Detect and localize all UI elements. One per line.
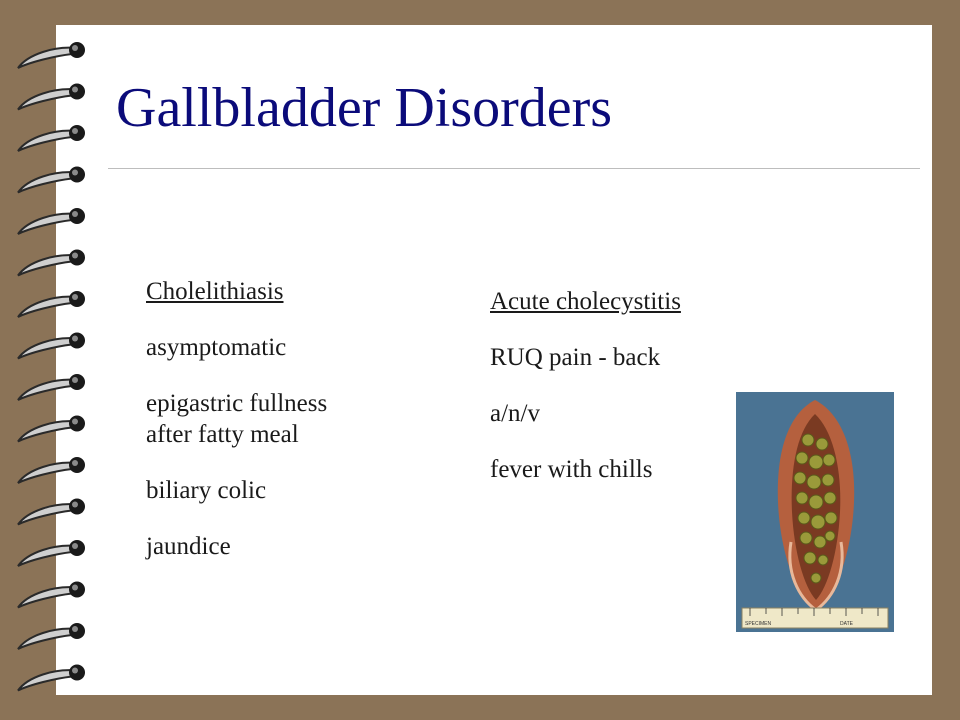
- spiral-ring: [18, 250, 85, 276]
- cholelithiasis-heading: Cholelithiasis: [146, 278, 284, 305]
- spiral-ring: [18, 167, 85, 193]
- spiral-ring: [18, 540, 85, 566]
- ruler-date-label: DATE: [840, 621, 853, 627]
- right-item-fever: fever with chills: [490, 456, 653, 483]
- left-item-jaundice: jaundice: [146, 533, 231, 560]
- right-item-anv: a/n/v: [490, 400, 540, 427]
- right-item-ruq-pain: RUQ pain - back: [490, 344, 661, 371]
- left-item-biliary-colic: biliary colic: [146, 477, 267, 504]
- spiral-ring: [18, 665, 85, 691]
- spiral-ring: [18, 499, 85, 525]
- gallbladder-specimen-photo: [736, 392, 894, 632]
- spiral-ring: [18, 416, 85, 442]
- spiral-ring: [18, 374, 85, 400]
- spiral-ring: [18, 291, 85, 317]
- spiral-ring: [18, 623, 85, 649]
- left-item-epigastric-fullness: epigastric fullness after fatty meal: [146, 390, 328, 448]
- cholelithiasis-column: [146, 276, 346, 562]
- left-item-asymptomatic: asymptomatic: [146, 334, 287, 361]
- spiral-ring: [18, 582, 85, 608]
- spiral-ring: [18, 208, 85, 234]
- acute-cholecystitis-heading: Acute cholecystitis: [490, 288, 681, 315]
- spiral-ring: [18, 457, 85, 483]
- slide-title: Gallbladder Disorders: [116, 77, 613, 139]
- spiral-ring: [18, 333, 85, 359]
- spiral-ring: [18, 125, 85, 151]
- title-divider: [108, 168, 920, 169]
- ruler-specimen-label: SPECIMEN: [745, 621, 772, 627]
- spiral-binding: [0, 0, 120, 720]
- spiral-ring: [18, 42, 85, 68]
- spiral-ring: [18, 84, 85, 110]
